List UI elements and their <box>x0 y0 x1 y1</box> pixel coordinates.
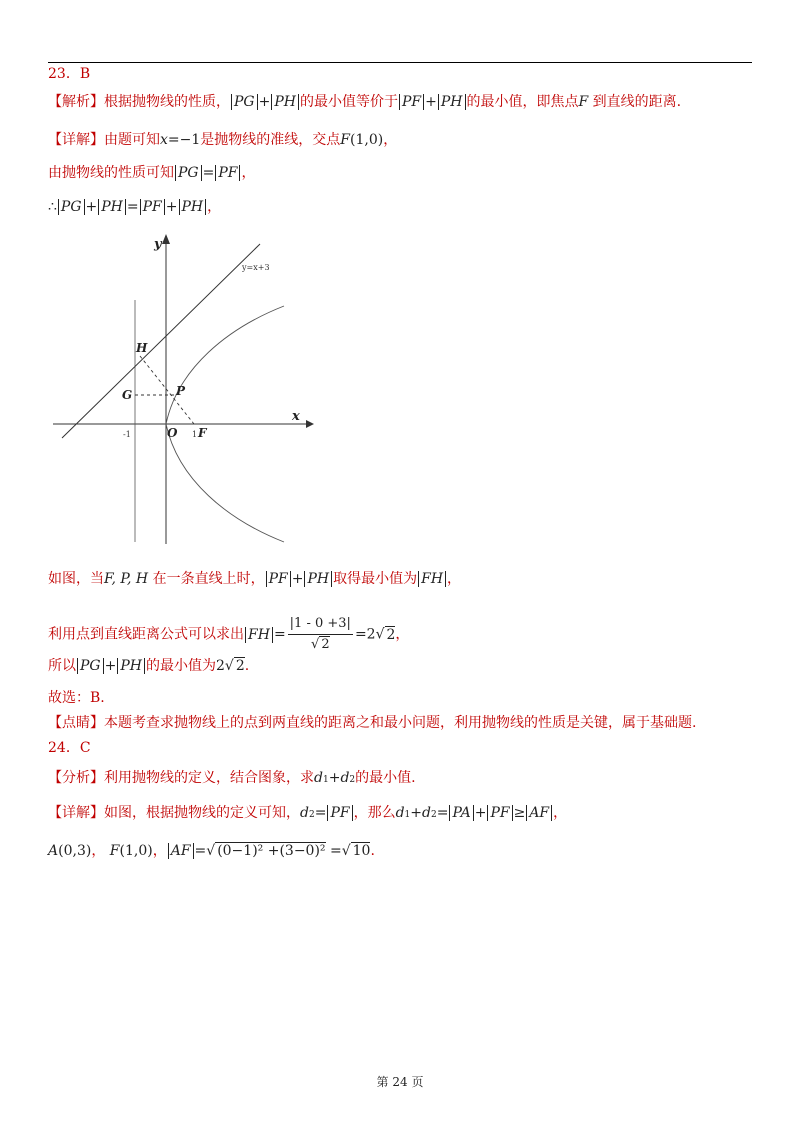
q23-text5-a: 所以 <box>48 658 76 674</box>
q23-comment-text: 本题考查求抛物线上的点到两直线的距离之和最小问题，利用抛物线的性质是关键，属于基础题. <box>104 715 697 731</box>
line-label: y=x+3 <box>242 263 270 272</box>
q23-analysis-a: 根据抛物线的性质， <box>104 94 230 110</box>
q23-analysis-c: 的最小值，即焦点 <box>466 94 579 110</box>
q23-text4: 利用点到直线距离公式可以求出 FH = $\frac{|1 - 0 +3|}{√ 2}$ =2√ 2， <box>48 616 410 652</box>
q23-comment <box>48 713 696 733</box>
q23-analysis: 【解析】根据抛物线的性质， PG + PH 的最小值等价于 PF + PH 的最小值，即焦点F 到直线的距离. <box>48 94 682 110</box>
q23-detail1-a: 由题可知 <box>104 132 160 148</box>
q24-analysis-tag: 【分析】 <box>48 770 104 786</box>
q23-detail-tag: 【详解】 <box>48 132 104 148</box>
line-y-x-3 <box>62 244 260 438</box>
y-axis-label: y <box>154 237 162 252</box>
header-rule <box>48 62 752 63</box>
x-axis-arrow <box>306 420 314 428</box>
q23-text3-b: 在一条直线上时， <box>152 571 265 587</box>
q23-text3: 如图，当F, P, H 在一条直线上时， PF + PH 取得最小值为 FH ， <box>48 571 462 587</box>
q23-text5: 所以 PG + PH 的最小值为2√ 2. <box>48 658 250 674</box>
y-axis-arrow <box>162 234 170 244</box>
q24-detail-b: 那么 <box>367 805 396 821</box>
q24-coords: A(0,3)， F(1,0)， AF =√ (0−1)² +(3−0)² =√ 10. <box>48 843 375 859</box>
q24-detail-tag: 【详解】 <box>48 805 104 821</box>
q23-analysis-b: 的最小值等价于 <box>299 94 398 110</box>
point-g-label: G <box>122 388 133 402</box>
tick-neg1-label: -1 <box>123 430 131 439</box>
tick-1-label: 1 <box>192 430 198 439</box>
parabola-figure <box>48 228 328 548</box>
q23-text3-c: 取得最小值为 <box>333 571 418 587</box>
q23-answer-text: 故选：B. <box>48 690 105 706</box>
q23-detail2-a: 由抛物线的性质可知 <box>48 165 174 181</box>
q23-answer <box>48 688 105 708</box>
q23-number <box>48 64 90 84</box>
q24-detail-a: 如图，根据抛物线的定义可知， <box>104 805 300 821</box>
q24-number <box>48 738 91 758</box>
q23-text3-a: 如图，当 <box>48 571 104 587</box>
point-f-label: F <box>198 426 207 440</box>
q23-number-text: 23．B <box>48 66 91 82</box>
q23-text5-b: 的最小值为 <box>145 658 216 674</box>
q24-number-text: 24．C <box>48 740 91 756</box>
q23-analysis-d: 到直线的距离. <box>592 94 682 110</box>
q24-detail: 【详解】如图，根据抛物线的定义可知，d2= PF ，那么d1+d2= PA + PF ≥ AF ， <box>48 805 568 821</box>
point-p-label: P <box>176 384 186 398</box>
q23-detail3: ∴ PG + PH = PF + PH ， <box>48 199 222 215</box>
q23-analysis-tag: 【解析】 <box>48 94 104 110</box>
q24-analysis: 【分析】利用抛物线的定义，结合图象，求d1+d2的最小值. <box>48 770 416 786</box>
q23-text4-a: 利用点到直线距离公式可以求出 <box>48 626 244 643</box>
point-h-label: H <box>136 341 148 355</box>
dashed-h-p <box>140 356 194 424</box>
q23-detail2: 由抛物线的性质可知 PG = PF ， <box>48 165 256 181</box>
q23-comment-tag: 【点睛】 <box>48 715 104 731</box>
x-axis-label: x <box>292 409 300 424</box>
q23-detail1: 【详解】由题可知x=−1是抛物线的准线，交点F(1,0)， <box>48 132 398 148</box>
point-o-label: O <box>167 426 178 440</box>
q24-analysis-b: 的最小值. <box>355 770 416 786</box>
q23-detail1-b: 是抛物线的准线，交点 <box>200 132 341 148</box>
page-footer: 第 24 页 <box>376 1075 424 1089</box>
q24-analysis-a: 利用抛物线的定义，结合图象，求 <box>104 770 314 786</box>
